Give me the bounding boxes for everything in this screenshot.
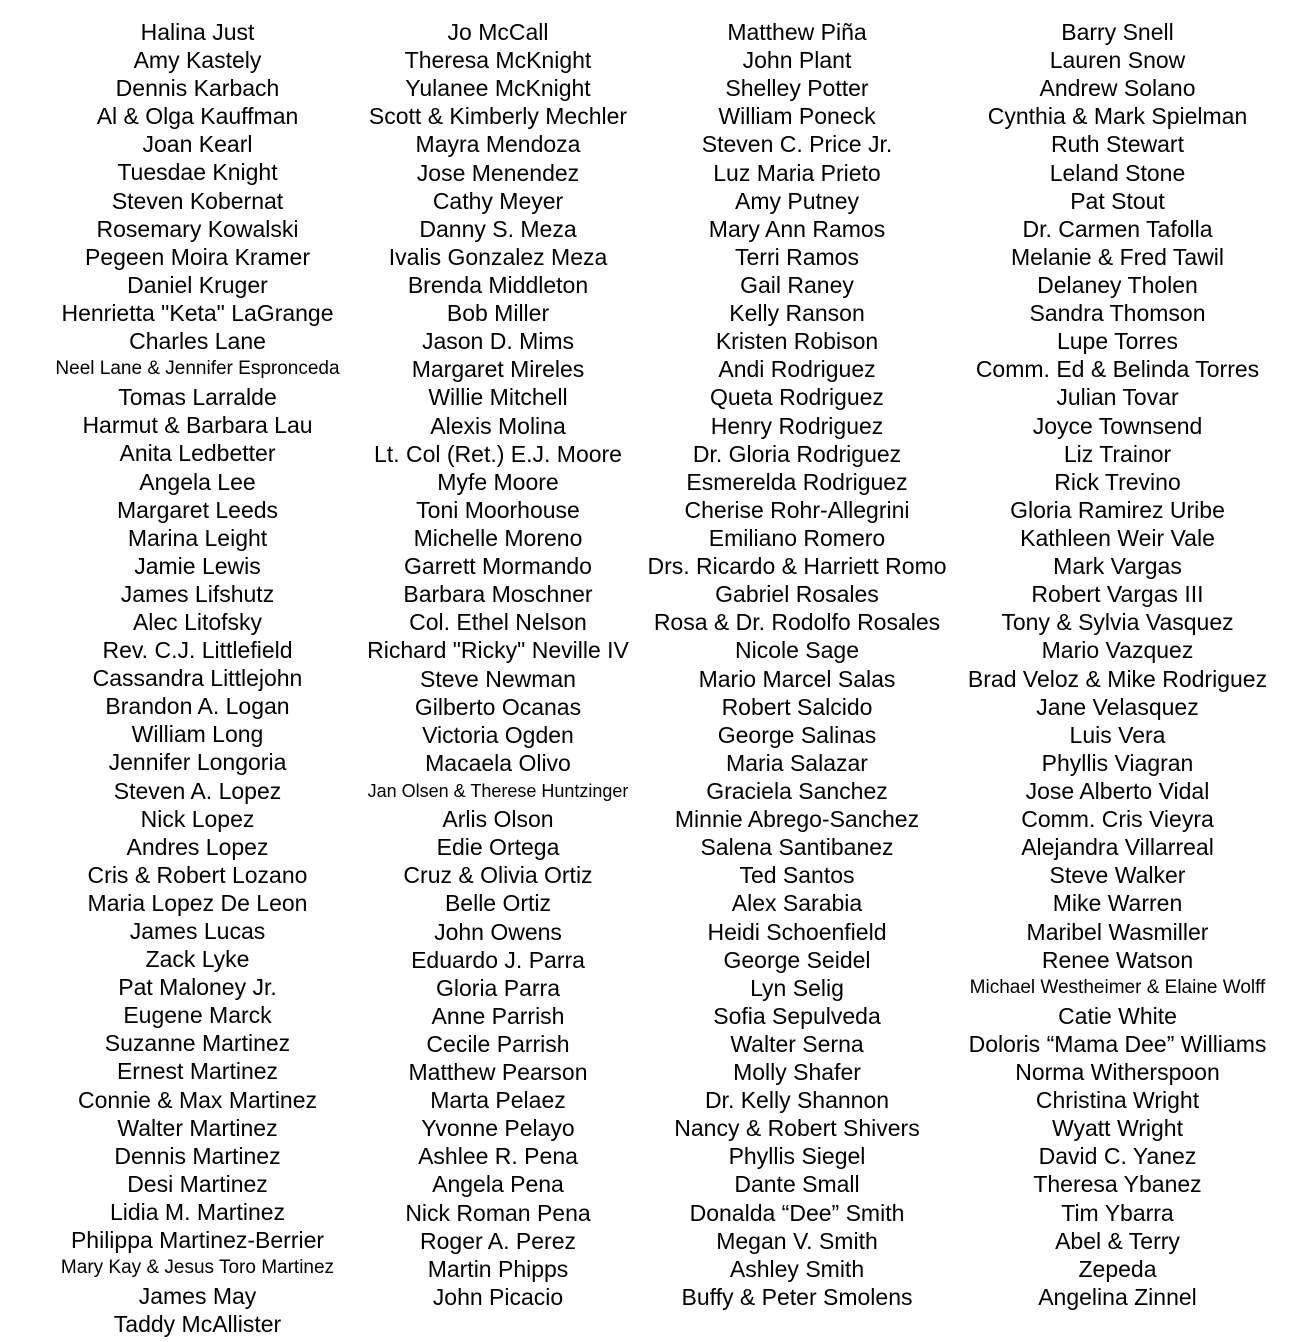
name-entry: Walter Serna <box>730 1030 864 1057</box>
name-entry: Jan Olsen & Therese Huntzinger <box>367 780 629 801</box>
name-entry: Henry Rodriguez <box>710 412 884 439</box>
name-entry: Rick Trevino <box>1054 468 1181 495</box>
name-entry: Jose Menendez <box>416 159 580 186</box>
name-entry: Barry Snell <box>1061 19 1174 45</box>
name-entry: Connie & Max Martinez <box>77 1086 318 1113</box>
name-entry: Angela Lee <box>139 468 256 495</box>
name-entry: Graciela Sanchez <box>706 777 888 804</box>
name-entry: Christina Wright <box>1035 1087 1200 1114</box>
name-entry: John Plant <box>742 47 852 74</box>
name-entry: Alex Sarabia <box>731 890 863 917</box>
name-entry: Mayra Mendoza <box>415 131 581 158</box>
name-entry: Angela Pena <box>432 1171 564 1198</box>
name-entry: James May <box>138 1283 257 1310</box>
name-entry: Margaret Leeds <box>116 496 279 523</box>
name-entry: Phyllis Viagran <box>1041 749 1194 776</box>
name-entry: Steven C. Price Jr. <box>701 131 893 158</box>
name-entry: Cruz & Olivia Ortiz <box>403 862 593 889</box>
name-entry: Buffy & Peter Smolens <box>681 1283 913 1310</box>
name-entry: Rosa & Dr. Rodolfo Rosales <box>653 609 941 636</box>
name-entry: Sofia Sepulveda <box>713 1002 881 1029</box>
name-entry: Richard "Ricky" Neville IV <box>367 637 629 664</box>
name-entry: Lauren Snow <box>1049 47 1186 74</box>
name-entry: Steve Newman <box>420 665 576 692</box>
name-entry: Zack Lyke <box>145 946 250 973</box>
name-entry: Angelina Zinnel <box>1038 1283 1197 1310</box>
name-entry: William Long <box>131 721 264 748</box>
name-entry: Scott & Kimberly Mechler <box>368 103 628 130</box>
name-entry: Queta Rodriguez <box>710 384 884 411</box>
name-entry: Brandon A. Logan <box>105 693 290 720</box>
name-entry: Gilberto Ocanas <box>414 693 582 720</box>
name-entry: Belle Ortiz <box>444 890 552 917</box>
name-entry: Robert Vargas III <box>1031 581 1204 608</box>
name-entry: Dennis Martinez <box>114 1142 281 1169</box>
name-entry: Halina Just <box>140 19 255 45</box>
name-entry: Wyatt Wright <box>1051 1115 1183 1142</box>
name-entry: Roger A. Perez <box>420 1227 576 1254</box>
name-entry: Yulanee McKnight <box>405 75 591 102</box>
name-entry: Lt. Col (Ret.) E.J. Moore <box>374 440 622 467</box>
name-entry: Abel & Terry <box>1055 1227 1180 1254</box>
name-entry: Harmut & Barbara Lau <box>82 412 313 439</box>
name-entry: Gabriel Rosales <box>715 581 879 608</box>
name-entry: Norma Witherspoon <box>1015 1059 1220 1086</box>
name-entry: Heidi Schoenfield <box>707 918 887 945</box>
name-entry: Megan V. Smith <box>716 1227 878 1254</box>
name-entry: Andrew Solano <box>1039 75 1196 102</box>
name-entry: Lidia M. Martinez <box>109 1198 286 1225</box>
name-entry: Luz Maria Prieto <box>713 159 881 186</box>
name-entry: Philippa Martinez-Berrier <box>70 1227 325 1254</box>
name-entry: Salena Santibanez <box>700 834 894 861</box>
name-entry: Brad Veloz & Mike Rodriguez <box>967 665 1268 692</box>
name-entry: Steve Walker <box>1049 862 1186 889</box>
name-entry: Matthew Pearson <box>408 1059 588 1086</box>
name-entry: Charles Lane <box>129 328 266 355</box>
name-entry: William Poneck <box>718 103 876 130</box>
name-entry: Gail Raney <box>740 271 854 298</box>
name-entry: Yvonne Pelayo <box>421 1115 575 1142</box>
name-entry: Mario Vazquez <box>1041 637 1194 664</box>
name-entry: Tony & Sylvia Vasquez <box>1001 609 1234 636</box>
name-entry: Willie Mitchell <box>428 384 568 411</box>
name-entry: George Salinas <box>717 721 877 748</box>
name-entry: Nancy & Robert Shivers <box>674 1115 920 1142</box>
name-entry: Marina Leight <box>127 524 268 551</box>
name-entry: Jane Velasquez <box>1036 693 1199 720</box>
name-entry: Cynthia & Mark Spielman <box>987 103 1248 130</box>
name-entry: Amy Putney <box>735 187 859 214</box>
name-entry: Tomas Larralde <box>118 384 277 411</box>
name-entry: Dr. Carmen Tafolla <box>1022 215 1213 242</box>
name-entry: Jose Alberto Vidal <box>1025 777 1210 804</box>
name-entry: Kelly Ranson <box>729 300 865 327</box>
name-entry: Luis Vera <box>1069 721 1166 748</box>
name-entry: Mark Vargas <box>1053 553 1182 580</box>
names-column-1 <box>10 18 385 1338</box>
name-entry: Renee Watson <box>1041 946 1194 973</box>
name-entry: Toni Moorhouse <box>416 496 580 523</box>
name-entry: Henrietta "Keta" LaGrange <box>61 299 334 326</box>
name-entry: Tim Ybarra <box>1061 1199 1174 1226</box>
name-entry: Mario Marcel Salas <box>698 665 896 692</box>
name-entry: Gloria Ramirez Uribe <box>1010 496 1225 523</box>
name-entry: Tuesdae Knight <box>117 159 278 186</box>
name-entry: Jamie Lewis <box>134 552 261 579</box>
name-entry: Cassandra Littlejohn <box>92 665 303 692</box>
name-entry: Macaela Olivo <box>425 749 571 776</box>
name-entry: Bob Miller <box>446 300 550 327</box>
name-entry: Gloria Parra <box>436 974 560 1001</box>
name-entry: Eugene Marck <box>123 1002 272 1029</box>
name-entry: Joan Kearl <box>142 131 253 158</box>
name-entry: Comm. Ed & Belinda Torres <box>975 356 1260 383</box>
name-entry: Rosemary Kowalski <box>96 215 299 242</box>
name-entry: Kathleen Weir Vale <box>1020 524 1215 551</box>
name-entry: Lyn Selig <box>750 974 844 1001</box>
name-entry: Steven Kobernat <box>111 187 284 214</box>
name-entry: Delaney Tholen <box>1037 271 1198 298</box>
names-column-4 <box>945 18 1290 1311</box>
name-entry: Barbara Moschner <box>403 581 593 608</box>
name-entry: Andres Lopez <box>126 833 269 860</box>
name-entry: Al & Olga Kauffman <box>96 103 299 130</box>
name-entry: Minnie Abrego-Sanchez <box>674 806 920 833</box>
name-entry: Dr. Gloria Rodriguez <box>692 440 902 467</box>
name-entry: Cecile Parrish <box>426 1030 570 1057</box>
name-entry: Ernest Martinez <box>116 1058 279 1085</box>
name-entry: Dennis Karbach <box>115 75 280 102</box>
name-entry: Ivalis Gonzalez Meza <box>388 243 608 270</box>
name-entry: Pat Maloney Jr. <box>118 974 277 1001</box>
name-entry: Jo McCall <box>447 19 549 45</box>
name-entry: Dante Small <box>734 1171 860 1198</box>
name-entry: Alejandra Villarreal <box>1021 834 1214 861</box>
name-entry: Nicole Sage <box>734 637 860 664</box>
name-entry: Mike Warren <box>1052 890 1183 917</box>
name-entry: James Lifshutz <box>120 580 275 607</box>
name-entry: Leland Stone <box>1049 159 1186 186</box>
name-entry: Ashlee R. Pena <box>418 1143 578 1170</box>
name-entry: Suzanne Martinez <box>104 1030 291 1057</box>
name-entry: Theresa Ybanez <box>1033 1171 1202 1198</box>
name-entry: Alec Litofsky <box>132 608 263 635</box>
name-entry: Donalda “Dee” Smith <box>689 1199 905 1226</box>
name-entry: Catie White <box>1058 1002 1177 1029</box>
name-entry: Robert Salcido <box>721 693 873 720</box>
name-entry: Alexis Molina <box>430 412 566 439</box>
name-entry: Amy Kastely <box>133 47 262 74</box>
name-entry: Col. Ethel Nelson <box>409 609 587 636</box>
name-entry: Garrett Mormando <box>404 553 592 580</box>
name-entry: Julian Tovar <box>1056 384 1179 411</box>
name-entry: Arlis Olson <box>442 806 554 833</box>
name-entry: Jason D. Mims <box>421 328 575 355</box>
names-column-2 <box>348 18 648 1311</box>
name-entry: Danny S. Meza <box>419 215 577 242</box>
name-entry: Terri Ramos <box>735 243 859 270</box>
name-entry: Andi Rodriguez <box>718 356 876 383</box>
name-entry: Cris & Robert Lozano <box>87 861 308 888</box>
name-entry: Ashley Smith <box>729 1255 865 1282</box>
name-entry: Lupe Torres <box>1056 328 1179 355</box>
name-entry: Eduardo J. Parra <box>411 946 585 973</box>
name-entry: Jennifer Longoria <box>108 749 287 776</box>
name-entry: Neel Lane & Jennifer Espronceda <box>55 358 340 380</box>
name-entry: Ted Santos <box>739 862 855 889</box>
name-entry: John Owens <box>434 918 562 945</box>
name-entry: Mary Ann Ramos <box>708 215 886 242</box>
name-entry: Daniel Kruger <box>127 271 268 298</box>
name-entry: Phyllis Siegel <box>728 1143 866 1170</box>
name-entry: Drs. Ricardo & Harriett Romo <box>647 553 947 580</box>
name-entry: Emiliano Romero <box>708 524 886 551</box>
name-entry: Anita Ledbetter <box>119 440 276 467</box>
name-entry: John Picacio <box>432 1283 564 1310</box>
name-entry: Desi Martinez <box>127 1170 268 1197</box>
name-entry: Doloris “Mama Dee” Williams <box>968 1030 1267 1057</box>
name-entry: Joyce Townsend <box>1032 412 1203 439</box>
name-entry: Theresa McKnight <box>404 47 592 74</box>
name-entry: Shelley Potter <box>725 75 869 102</box>
name-entry: Molly Shafer <box>733 1059 861 1086</box>
name-entry: Taddy McAllister <box>113 1311 282 1338</box>
name-entry: David C. Yanez <box>1038 1143 1197 1170</box>
name-entry: Melanie & Fred Tawil <box>1010 243 1225 270</box>
name-entry: Nick Roman Pena <box>405 1199 591 1226</box>
name-entry: Cherise Rohr-Allegrini <box>684 496 910 523</box>
name-entry: Maria Salazar <box>726 749 868 776</box>
name-entry: Mary Kay & Jesus Toro Martinez <box>60 1257 335 1279</box>
name-entry: Matthew Piña <box>727 19 867 45</box>
name-entry: Ruth Stewart <box>1051 131 1184 158</box>
name-entry: Maribel Wasmiller <box>1026 918 1209 945</box>
name-entry: Brenda Middleton <box>407 271 589 298</box>
name-entry: Comm. Cris Vieyra <box>1021 806 1214 833</box>
name-entry: Steven A. Lopez <box>113 777 282 804</box>
name-entry: Pat Stout <box>1070 187 1165 214</box>
name-entry: Pegeen Moira Kramer <box>85 243 310 270</box>
name-entry: Maria Lopez De Leon <box>87 889 308 916</box>
name-entry: Edie Ortega <box>436 834 560 861</box>
name-entry: Esmerelda Rodriguez <box>686 468 908 495</box>
name-entry: Martin Phipps <box>427 1255 569 1282</box>
name-entry: Michael Westheimer & Elaine Wolff <box>969 976 1266 998</box>
name-entry: Marta Pelaez <box>430 1087 566 1114</box>
name-entry: James Lucas <box>129 918 266 944</box>
name-entry: Zepeda <box>1078 1255 1157 1282</box>
name-entry: Liz Trainor <box>1063 440 1172 467</box>
name-entry: Myfe Moore <box>437 468 559 495</box>
name-entry: Sandra Thomson <box>1029 300 1206 327</box>
name-entry: Rev. C.J. Littlefield <box>102 637 293 664</box>
name-entry: Margaret Mireles <box>411 356 585 383</box>
name-entry: Anne Parrish <box>431 1002 565 1029</box>
name-entry: Nick Lopez <box>140 805 255 832</box>
name-entry: Victoria Ogden <box>422 721 574 748</box>
name-entry: Dr. Kelly Shannon <box>704 1087 890 1114</box>
names-column-3 <box>643 18 951 1311</box>
name-entry: Cathy Meyer <box>432 187 564 214</box>
name-entry: Michelle Moreno <box>413 524 583 551</box>
name-entry: George Seidel <box>723 946 871 973</box>
name-entry: Kristen Robison <box>715 328 879 355</box>
name-entry: Walter Martinez <box>117 1114 278 1141</box>
